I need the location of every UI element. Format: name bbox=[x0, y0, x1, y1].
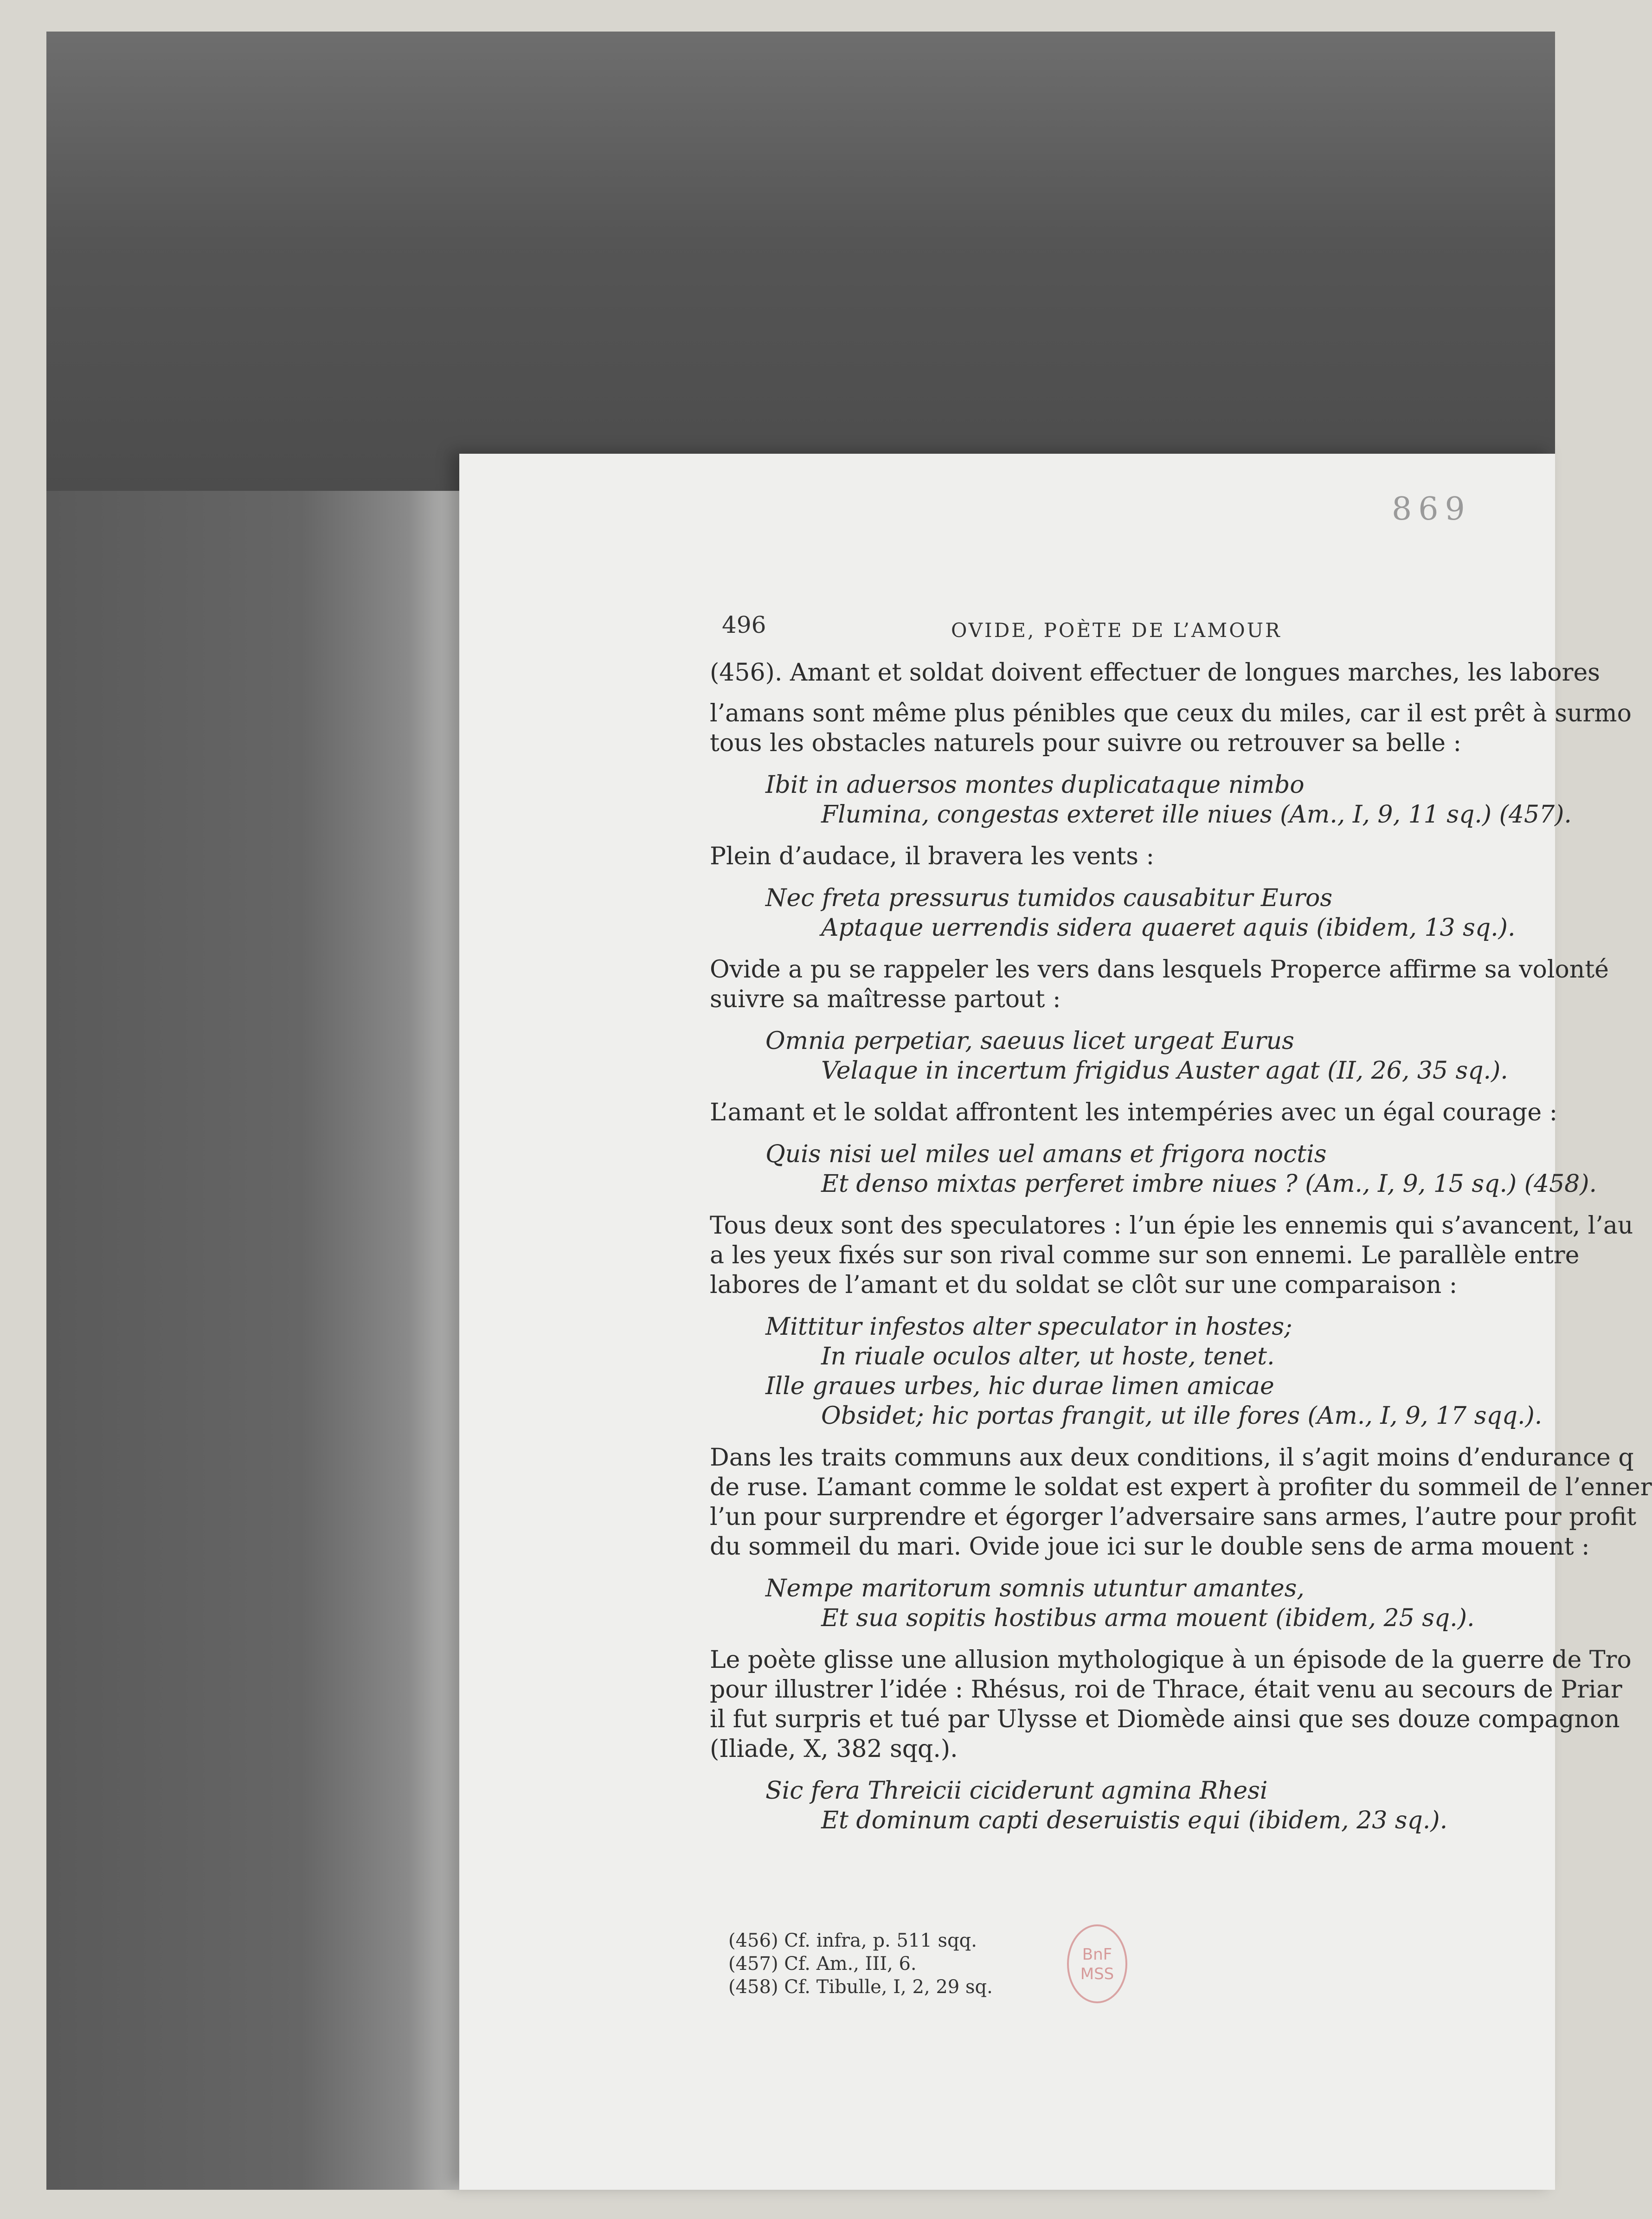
running-head: OVIDE, POÈTE DE L’AMOUR bbox=[951, 619, 1282, 642]
text-line: Plein d’audace, il bravera les vents : bbox=[710, 843, 1154, 870]
text-line: il fut surpris et tué par Ulysse et Diomède ainsi que ses douze compagnon bbox=[710, 1705, 1620, 1733]
verse-quote bbox=[710, 1139, 1597, 1199]
dark-background bbox=[46, 32, 1555, 495]
photo-sheet bbox=[46, 32, 1652, 2190]
text-line: (Iliade, X, 382 sqq.). bbox=[710, 1735, 958, 1763]
text-line: labores de l’amant et du soldat se clôt sur une comparaison : bbox=[710, 1271, 1458, 1299]
verse-line: Et denso mixtas perferet imbre niues ? (Am., I, 9, 15 sq.) (458). bbox=[821, 1170, 1597, 1198]
verse-line: Mittitur infestos alter speculator in hostes; bbox=[765, 1313, 1292, 1341]
verse-line: In riuale oculos alter, ut hoste, tenet. bbox=[821, 1343, 1275, 1370]
paragraph bbox=[710, 955, 1609, 1014]
text-line: Le poète glisse une allusion mythologique à un épisode de la guerre de Tro bbox=[710, 1646, 1632, 1674]
verse-quote bbox=[710, 883, 1568, 943]
verse-line: Et sua sopitis hostibus arma mouent (ibidem, 25 sq.). bbox=[821, 1604, 1475, 1632]
page-body bbox=[710, 658, 1652, 1847]
verse-line: Ille graues urbes, hic durae limen amicae bbox=[765, 1372, 1274, 1400]
verse-line: Quis nisi uel miles uel amans et frigora noctis bbox=[765, 1140, 1327, 1168]
verse-line: Obsidet; hic portas frangit, ut ille fores (Am., I, 9, 17 sqq.). bbox=[821, 1402, 1543, 1430]
paragraph bbox=[710, 1443, 1652, 1562]
stamp-line: MSS bbox=[1080, 1965, 1114, 1983]
folio-stamp: 869 bbox=[1392, 491, 1472, 527]
verse-line: Omnia perpetiar, saeuus licet urgeat Eurus bbox=[765, 1027, 1294, 1055]
book-page bbox=[459, 454, 1652, 2190]
book-spine-shadow bbox=[46, 491, 510, 2190]
footnote: (456) Cf. infra, p. 511 sqq. bbox=[728, 1930, 977, 1951]
verse-quote bbox=[710, 1776, 1568, 1835]
verse-line: Flumina, congestas exteret ille niues (Am., I, 9, 11 sq.) (457). bbox=[821, 801, 1572, 829]
text-line: L’amant et le soldat affrontent les intempéries avec un égal courage : bbox=[710, 1099, 1558, 1126]
paragraph bbox=[710, 1098, 1568, 1127]
paragraph bbox=[710, 658, 1632, 758]
text-line: Dans les traits communs aux deux conditions, il s’agit moins d’endurance q bbox=[710, 1444, 1634, 1472]
verse-line: Sic fera Threicii ciciderunt agmina Rhesi bbox=[765, 1777, 1268, 1805]
library-stamp bbox=[1067, 1924, 1127, 2003]
verse-line: Et dominum capti deseruistis equi (ibidem, 23 sq.). bbox=[821, 1807, 1448, 1834]
verse-line: Ibit in aduersos montes duplicataque nimbo bbox=[765, 771, 1305, 799]
paragraph bbox=[710, 1211, 1633, 1300]
paragraph bbox=[710, 1645, 1632, 1764]
verse-quote bbox=[710, 1574, 1568, 1633]
text-line: Tous deux sont des speculatores : l’un épie les ennemis qui s’avancent, l’au bbox=[710, 1212, 1633, 1240]
text-line: tous les obstacles naturels pour suivre ou retrouver sa belle : bbox=[710, 729, 1462, 757]
text-line: l’amans sont même plus pénibles que ceux du miles, car il est prêt à surmo bbox=[710, 700, 1632, 727]
footnotes bbox=[728, 1929, 993, 1999]
text-line: l’un pour surprendre et égorger l’adversaire sans armes, l’autre pour profit bbox=[710, 1503, 1637, 1531]
verse-quote bbox=[710, 770, 1572, 830]
verse-quote bbox=[710, 1026, 1568, 1086]
verse-quote bbox=[710, 1312, 1568, 1431]
text-line: de ruse. L’amant comme le soldat est expert à profiter du sommeil de l’enner bbox=[710, 1473, 1652, 1501]
paragraph bbox=[710, 842, 1568, 871]
text-line: du sommeil du mari. Ovide joue ici sur le double sens de arma mouent : bbox=[710, 1533, 1590, 1561]
text-line: a les yeux fixés sur son rival comme sur son ennemi. Le parallèle entre bbox=[710, 1241, 1580, 1269]
text-line: (456). Amant et soldat doivent effectuer de longues marches, les labores bbox=[710, 659, 1600, 687]
verse-line: Velaque in incertum frigidus Auster agat (II, 26, 35 sq.). bbox=[821, 1057, 1508, 1085]
text-line: pour illustrer l’idée : Rhésus, roi de Thrace, était venu au secours de Priar bbox=[710, 1676, 1622, 1704]
verse-line: Nec freta pressurus tumidos causabitur Euros bbox=[765, 884, 1332, 912]
footnote: (458) Cf. Tibulle, I, 2, 29 sq. bbox=[728, 1976, 993, 1998]
page-number: 496 bbox=[722, 611, 766, 638]
text-line: Ovide a pu se rappeler les vers dans lesquels Properce affirme sa volonté bbox=[710, 956, 1609, 984]
stamp-line: BnF bbox=[1082, 1945, 1112, 1964]
text-line: suivre sa maîtresse partout : bbox=[710, 985, 1061, 1013]
verse-line: Aptaque uerrendis sidera quaeret aquis (ibidem, 13 sq.). bbox=[821, 914, 1516, 942]
verse-line: Nempe maritorum somnis utuntur amantes, bbox=[765, 1575, 1305, 1602]
footnote: (457) Cf. Am., III, 6. bbox=[728, 1953, 917, 1975]
